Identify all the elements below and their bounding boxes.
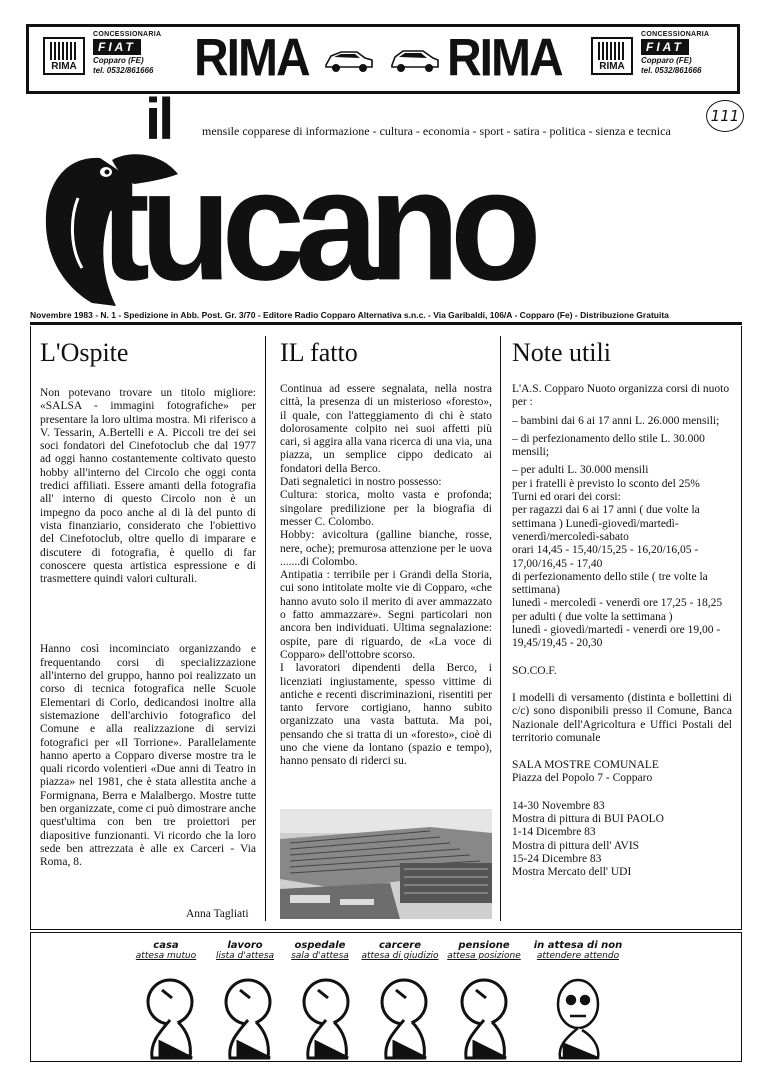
info-line: Turni ed orari dei corsi:: [512, 491, 621, 504]
article-paragraph: Hobby: avicoltura (galline bianche, rosse, nere, oche); premurosa attenzione per le uova .......di Colombo.: [280, 529, 492, 568]
cartoon-caption: [210, 940, 280, 961]
article-paragraph: Non potevano trovare un titolo migliore: «SALSA - immagini fotografiche» per presentare la loro ultima mostra. Mi riferisco a V. Tessarin, A.Bertelli e A. Piccoli tre dei sei soci fondatori del Cinefotoclub che dal 1977 ad oggi hanno costantemente coltivato questo hobby all'interno del Circolo che oggi conta tredici affiliati. Essere amanti della fotografia all' interno di questo Circolo non è un impegno da poco anche al di là del punto di vista finanziario, considerato che l'obiettivo del Cinefotoclub, oltre quello di imparare e discutere di fotografia, è quello di far conoscere questa artistica espressione e di trasmettere quindi valori culturali.: [40, 387, 256, 586]
rima-wordmark-left: RIMA: [194, 29, 309, 88]
skeleton-figure: [558, 980, 598, 1058]
info-line: lunedì - mercoledì - venerdì ore 17,25 - 18,25: [512, 597, 723, 610]
dealer-city: Copparo (FE): [93, 56, 144, 65]
waiting-figure: [148, 980, 192, 1058]
article-paragraph: Cultura: storica, molto vasta e profonda; singolare predilizione per la biografia di messer C. Colombo.: [280, 489, 492, 528]
article-paragraph: Antipatia : terribile per i Grandi della Storia, cui sono intitolate molte vie di Copparo, «che hanno avuto solo il merito di aver ammazzato o fatto ammazzare». Segni particolari non ancora ben individuati. Ultima segnalazione: ospite, pare di riguardo, de «La voce di Copparo» dell'ottobre scorso.: [280, 569, 492, 661]
ospite-article: [40, 387, 256, 870]
info-line: di perfezionamento dello stile ( tre volte la settimana): [512, 570, 708, 597]
factory-aerial-photo: [280, 809, 492, 919]
caption-sub: lista d'attesa: [215, 951, 275, 961]
info-line: per ragazzi dai 6 ai 17 anni ( due volte la settimana ) Lunedì-giovedì/martedì-venerdì/mercoledì-sabato: [512, 504, 700, 543]
info-line: per i fratelli è previsto lo sconto del 25%: [512, 477, 700, 490]
concessionaria-label: CONCESSIONARIA: [641, 31, 710, 38]
caption-top: lavoro: [227, 940, 263, 951]
event-title: Mostra di pittura di BUI PAOLO: [512, 813, 664, 826]
info-line: – di perfezionamento dello stile L. 30.000 mensili;: [512, 432, 705, 459]
cartoon-caption: [285, 940, 355, 961]
note-utili-content: [512, 383, 732, 880]
article-paragraph: Hanno così incominciato organizzando e frequentando corsi di specializzazione all'interno del gruppo, hanno poi realizzato un corso di tecnica fotografica nelle Scuole Elementari di Corlo, dedicandosi inoltre alla sistemazione dell'archivio fotografico del Comune e alla realizzazione di servizi fotografici per «Il Torrione». Parallelamente hanno aperto a Copparo diverse mostre tra le quali ricordo volentieri «Due anni di Teatro in piazza» nel 1981, che è stata allestita anche a Formignana, Berra e Malalbergo. Mostre tutte ben organizzate, come ci può dimostrare anche quest'ultima con ben tre proiettori per diapositive funzionanti. Vi ricordo che la loro sede ben attrezzata è alle ex Carceri - Via Roma, 8.: [40, 643, 256, 869]
article-paragraph: I lavoratori dipendenti della Berco, i licenziati ingiustamente, spesso vittime di antiche e recenti discriminazioni, risentiti per tanto fervore cortigiano, hanno subito organizzato una vasta battuta. Ma poi, pensando che si tratta di un «foresto», cioè di uno che viene da lontano (spazio e tempo), hanno pensato di riderci su.: [280, 662, 492, 768]
masthead-tucano: tucano: [100, 136, 532, 313]
waiting-figure: [462, 980, 506, 1058]
article-paragraph: Continua ad essere segnalata, nella nostra città, la presenza di un misterioso «foresto», il quale, con l'atteggiamento di chi è stato dolorosamente colpito nei suoi affetti più cari, si aggira alla vana ricerca di una via, una piazza, un semplice cippo dedicato ai fondatori della Berco.: [280, 383, 492, 475]
rima-logo: RIMA: [591, 37, 633, 75]
info-line: – bambini dai 6 ai 17 anni L. 26.000 mensili;: [512, 414, 720, 427]
rima-logo: RIMA: [43, 37, 85, 75]
info-line: lunedì - giovedì/martedì - venerdì ore 19,00 - 19,45/19,45 - 20,30: [512, 624, 721, 650]
caption-top: ospedale: [294, 940, 346, 951]
car-icon: [389, 45, 441, 75]
cartoon-caption: [135, 940, 197, 961]
info-line: L'A.S. Copparo Nuoto organizza corsi di nuoto per :: [512, 383, 730, 409]
event-date: 14-30 Novembre 83: [512, 799, 605, 812]
caption-top: in attesa di non: [533, 940, 623, 951]
concessionaria-label: CONCESSIONARIA: [93, 31, 162, 38]
event-date: 15-24 Dicembre 83: [512, 852, 602, 865]
info-line: I modelli di versamento (distinta e bollettini di c/c) sono disponibili presso il Comune, Banca Nazionale dell'Agricoltura e Uffici Postali del territorio comunale: [512, 691, 732, 744]
caption-sub: attesa posizione: [447, 951, 521, 961]
ospite-title: L'Ospite: [40, 338, 129, 367]
page-number-annotation: 111: [706, 100, 744, 132]
car-icon: [323, 45, 375, 75]
event-title: Mostra Mercato dell' UDI: [512, 866, 632, 879]
info-heading: SALA MOSTRE COMUNALE: [512, 759, 659, 772]
info-line: Piazza del Popolo 7 - Copparo: [512, 772, 653, 785]
waiting-figure: [382, 980, 426, 1058]
masthead-tagline: mensile copparese di informazione - cultura - economia - sport - satira - politica - sienza e tecnica: [202, 124, 671, 138]
info-line: per adulti ( due volte la settimana ): [512, 610, 673, 623]
fatto-title: IL fatto: [280, 338, 358, 367]
event-title: Mostra di pittura dell' AVIS: [512, 839, 640, 852]
dealer-phone: tel. 0532/861666: [641, 66, 702, 75]
info-line: – per adulti L. 30.000 mensili: [512, 464, 649, 477]
cartoon-caption: [444, 940, 524, 961]
note-utili-title: Note utili: [512, 338, 611, 367]
masthead-rule: [30, 322, 742, 325]
caption-top: casa: [153, 940, 179, 951]
advertisement-banner: [26, 24, 740, 94]
event-date: 1-14 Dicembre 83: [512, 826, 596, 839]
info-heading: SO.CO.F.: [512, 664, 557, 677]
info-line: orari 14,45 - 15,40/15,25 - 16,20/16,05 - 17,00/16,45 - 17,40: [512, 544, 699, 570]
column-divider: [265, 336, 266, 921]
caption-sub: attesa di giudizio: [361, 951, 439, 961]
dealer-city: Copparo (FE): [641, 56, 692, 65]
masthead-il: il: [145, 87, 172, 152]
fiat-logo: FIAT: [93, 39, 141, 55]
waiting-figure: [226, 980, 270, 1058]
cartoon-figures: [130, 972, 450, 1060]
cartoon-caption: [360, 940, 440, 961]
column-divider: [500, 336, 501, 921]
caption-top: pensione: [458, 940, 510, 951]
waiting-figure: [304, 980, 348, 1058]
caption-sub: sala d'attesa: [291, 951, 349, 961]
rima-wordmark-right: RIMA: [447, 29, 562, 88]
caption-sub: attendere attendo: [536, 951, 620, 961]
cartoon-figures: [452, 972, 632, 1060]
caption-top: carcere: [378, 940, 422, 951]
fiat-logo: FIAT: [641, 39, 689, 55]
article-paragraph: Dati segnaletici in nostro possesso:: [280, 476, 442, 489]
issue-info-line: Novembre 1983 - N. 1 - Spedizione in Abb. Post. Gr. 3/70 - Editore Radio Copparo Alternativa s.n.c. - Via Garibaldi, 106/A - Copparo (Fe) - Distribuzione Gratuita: [30, 310, 669, 320]
fatto-article: [280, 383, 492, 769]
dealer-info-right: [641, 31, 731, 76]
cartoon-caption: [530, 940, 626, 961]
caption-sub: attesa mutuo: [135, 951, 197, 961]
dealer-info-left: [93, 31, 183, 76]
article-signature: Anna Tagliati: [186, 908, 249, 920]
dealer-phone: tel. 0532/861666: [93, 66, 154, 75]
